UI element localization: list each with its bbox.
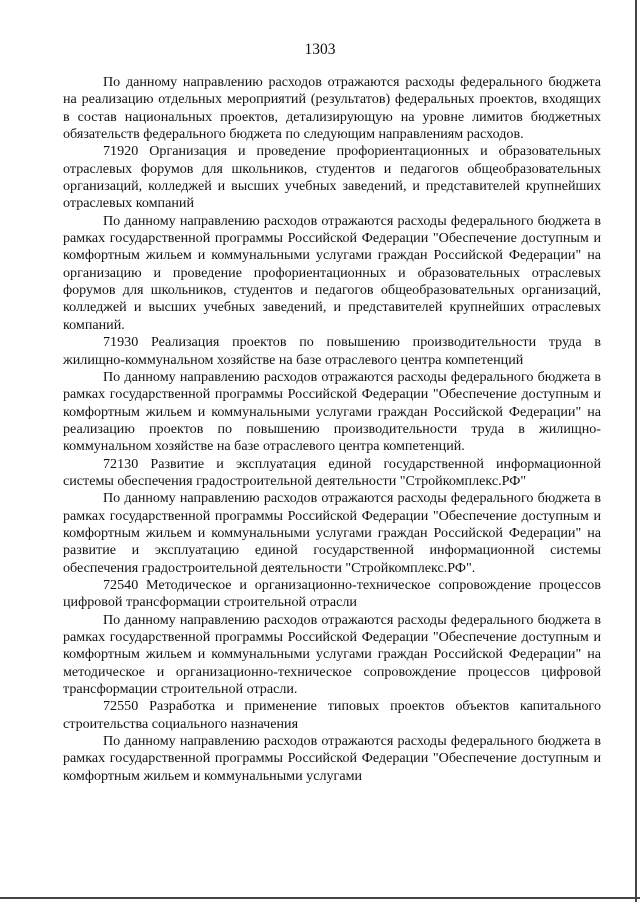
paragraph: По данному направлению расходов отражаются расходы федерального бюджета на реализацию отдельных мероприятий (результатов) федеральных проектов, входящих в состав национальных проектов, детализирующую на уровне лимитов бюджетных обязательств федерального бюджета по следующим направлениям расходов. — [63, 74, 601, 143]
paragraph: По данному направлению расходов отражаются расходы федерального бюджета в рамках государственной программы Российской Федерации "Обеспечение доступным и комфортным жильем и коммунальными услугами граждан Российской Федерации" на методическое и организационно-техническое сопровождение процессов цифровой трансформации строительной отрасли. — [63, 611, 601, 698]
section-heading: 71930 Реализация проектов по повышению производительности труда в жилищно-коммунальном хозяйстве на базе отраслевого центра компетенций — [63, 334, 601, 368]
section-heading: 72550 Разработка и применение типовых проектов объектов капитального строительства социального назначения — [63, 698, 601, 732]
scan-edge-right — [635, 0, 637, 902]
document-body — [63, 74, 601, 785]
paragraph: По данному направлению расходов отражаются расходы федерального бюджета в рамках государственной программы Российской Федерации "Обеспечение доступным и комфортным жильем и коммунальными услугами — [63, 733, 601, 784]
section-heading: 71920 Организация и проведение профориентационных и образовательных отраслевых форумов для школьников, студентов и педагогов общеобразовательных организаций, колледжей и высших учебных заведений, и представителей крупнейших отраслевых компаний — [63, 143, 601, 212]
scan-edge-bottom — [0, 897, 640, 899]
paragraph: По данному направлению расходов отражаются расходы федерального бюджета в рамках государственной программы Российской Федерации "Обеспечение доступным и комфортным жильем и коммунальными услугами граждан Российской Федерации" на организацию и проведение профориентационных и образовательных отраслевых форумов для школьников, студентов и педагогов общеобразовательных организаций, колледжей и высших учебных заведений, и представителей крупнейших отраслевых компаний. — [63, 212, 601, 333]
section-heading: 72130 Развитие и эксплуатация единой государственной информационной системы обеспечения градостроительной деятельности "Стройкомплекс.РФ" — [63, 455, 601, 489]
section-heading: 72540 Методическое и организационно-техническое сопровождение процессов цифровой трансформации строительной отрасли — [63, 576, 601, 611]
paragraph: По данному направлению расходов отражаются расходы федерального бюджета в рамках государственной программы Российской Федерации "Обеспечение доступным и комфортным жильем и коммунальными услугами граждан Российской Федерации" на развитие и эксплуатацию единой государственной информационной системы обеспечения градостроительной деятельности "Стройкомплекс.РФ". — [63, 490, 601, 576]
paragraph: По данному направлению расходов отражаются расходы федерального бюджета в рамках государственной программы Российской Федерации "Обеспечение доступным и комфортным жильем и коммунальными услугами граждан Российской Федерации" на реализацию проектов по повышению производительности труда в жилищно-коммунальном хозяйстве на базе отраслевого центра компетенций. — [63, 368, 601, 455]
page-number: 1303 — [304, 41, 336, 58]
